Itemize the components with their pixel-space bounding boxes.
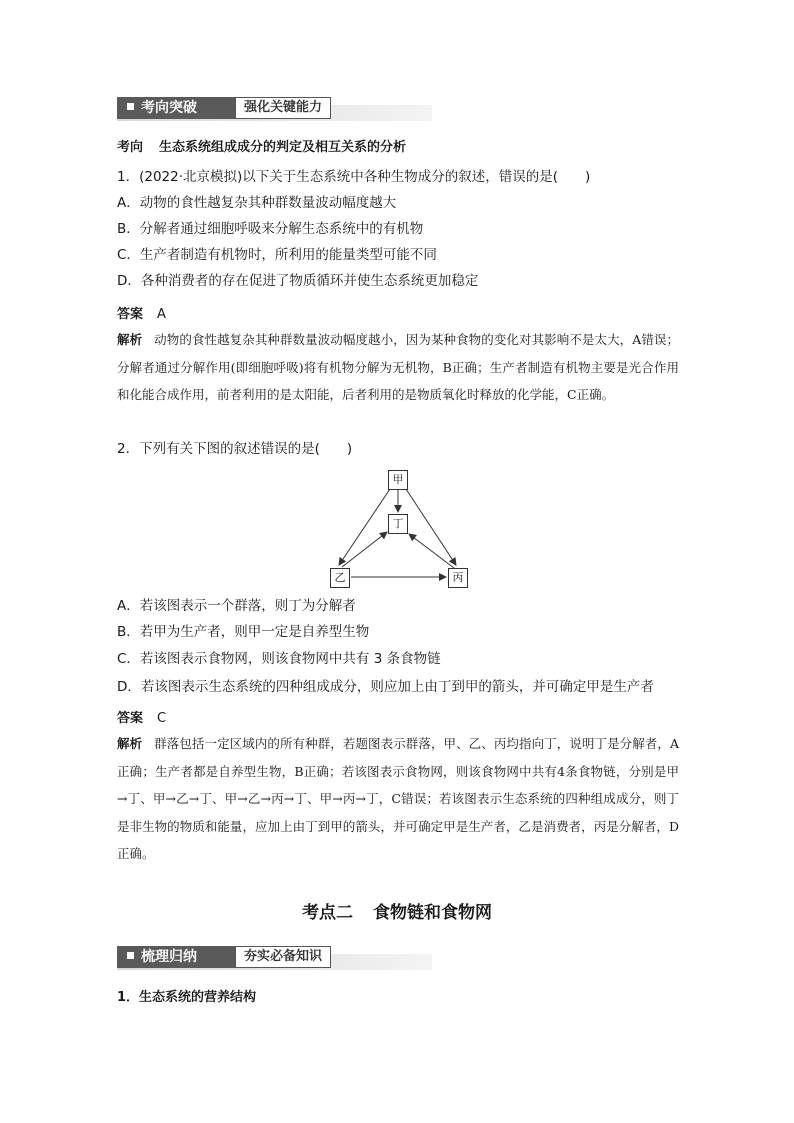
topic-text: 生态系统组成成分的判定及相互关系的分析	[159, 140, 407, 155]
section-banner-breakthrough	[117, 97, 432, 121]
arrow-yi-to-ding	[342, 532, 387, 567]
banner-subtitle: 夯实必备知识	[235, 946, 331, 968]
q1-option-c: C．生产者制造有机物时，所利用的能量类型可能不同	[117, 247, 437, 263]
node-ding: 丁	[388, 514, 408, 534]
arrow-jia-to-yi	[339, 489, 390, 565]
q1-answer: 答案 A	[117, 307, 166, 322]
section-number: 考点二	[302, 903, 353, 923]
q2-option-a: A．若该图表示一个群落，则丁为分解者	[117, 598, 356, 614]
square-bullet-icon	[127, 952, 134, 959]
q2-stem: 2．下列有关下图的叙述错误的是( )	[117, 441, 353, 457]
q2-option-b: B．若甲为生产者，则甲一定是自养型生物	[117, 624, 370, 640]
q2-answer: 答案 C	[117, 711, 167, 726]
q2-option-d: D．若该图表示生态系统的四种组成成分，则应加上由丁到甲的箭头，并可确定甲是生产者	[117, 679, 654, 695]
item-1: 1．生态系统的营养结构	[117, 990, 257, 1005]
q2-analysis: 解析 群落包括一定区域内的所有种群，若题图表示群落，甲、乙、丙均指向丁，说明丁是分解者，A正确；生产者都是自养型生物，B正确；若该图表示食物网，则该食物网中共有4条食物链，分别是甲→丁、甲→乙→丁、甲→乙→丙→丁、甲→丙→丁，C错误；若该图表示生态系统的四种组成成分，则丁是非生物的物质和能量，应加上由丁到甲的箭头，并可确定甲是生产者，乙是消费者，丙是分解者，D正确。	[117, 736, 679, 861]
node-yi: 乙	[330, 568, 350, 588]
q1-option-b: B．分解者通过细胞呼吸来分解生态系统中的有机物	[117, 221, 424, 237]
q1-option-a: A．动物的食性越复杂其种群数量波动幅度越大	[117, 195, 397, 211]
banner-subtitle: 强化关键能力	[235, 97, 331, 119]
q2-option-c: C．若该图表示食物网，则该食物网中共有 3 条食物链	[117, 651, 441, 667]
q1-option-d: D．各种消费者的存在促进了物质循环并使生态系统更加稳定	[117, 273, 479, 289]
node-bing: 丙	[448, 568, 468, 588]
q1-analysis: 解析 动物的食性越复杂其种群数量波动幅度越小，因为某种食物的变化对其影响不是太大，A错误；分解者通过分解作用(即细胞呼吸)将有机物分解为无机物，B正确；生产者制造有机物主要是光合作用和化能合成作用，前者利用的是太阳能，后者利用的是物质氧化时释放的化学能，C正确。	[117, 332, 679, 402]
square-bullet-icon	[127, 103, 134, 110]
section-banner-summary	[117, 946, 432, 970]
banner-title: 考向突破	[117, 97, 235, 119]
arrow-jia-to-bing	[406, 489, 456, 565]
banner-title: 梳理归纳	[117, 946, 235, 968]
food-web-diagram	[320, 462, 480, 592]
node-jia: 甲	[388, 470, 408, 490]
q1-stem: 1．(2022·北京模拟)以下关于生态系统中各种生物成分的叙述，错误的是( )	[117, 169, 591, 185]
section-heading	[0, 898, 794, 923]
section-title: 食物链和食物网	[373, 903, 492, 923]
topic-line	[117, 138, 406, 158]
topic-label: 考向	[117, 140, 144, 155]
